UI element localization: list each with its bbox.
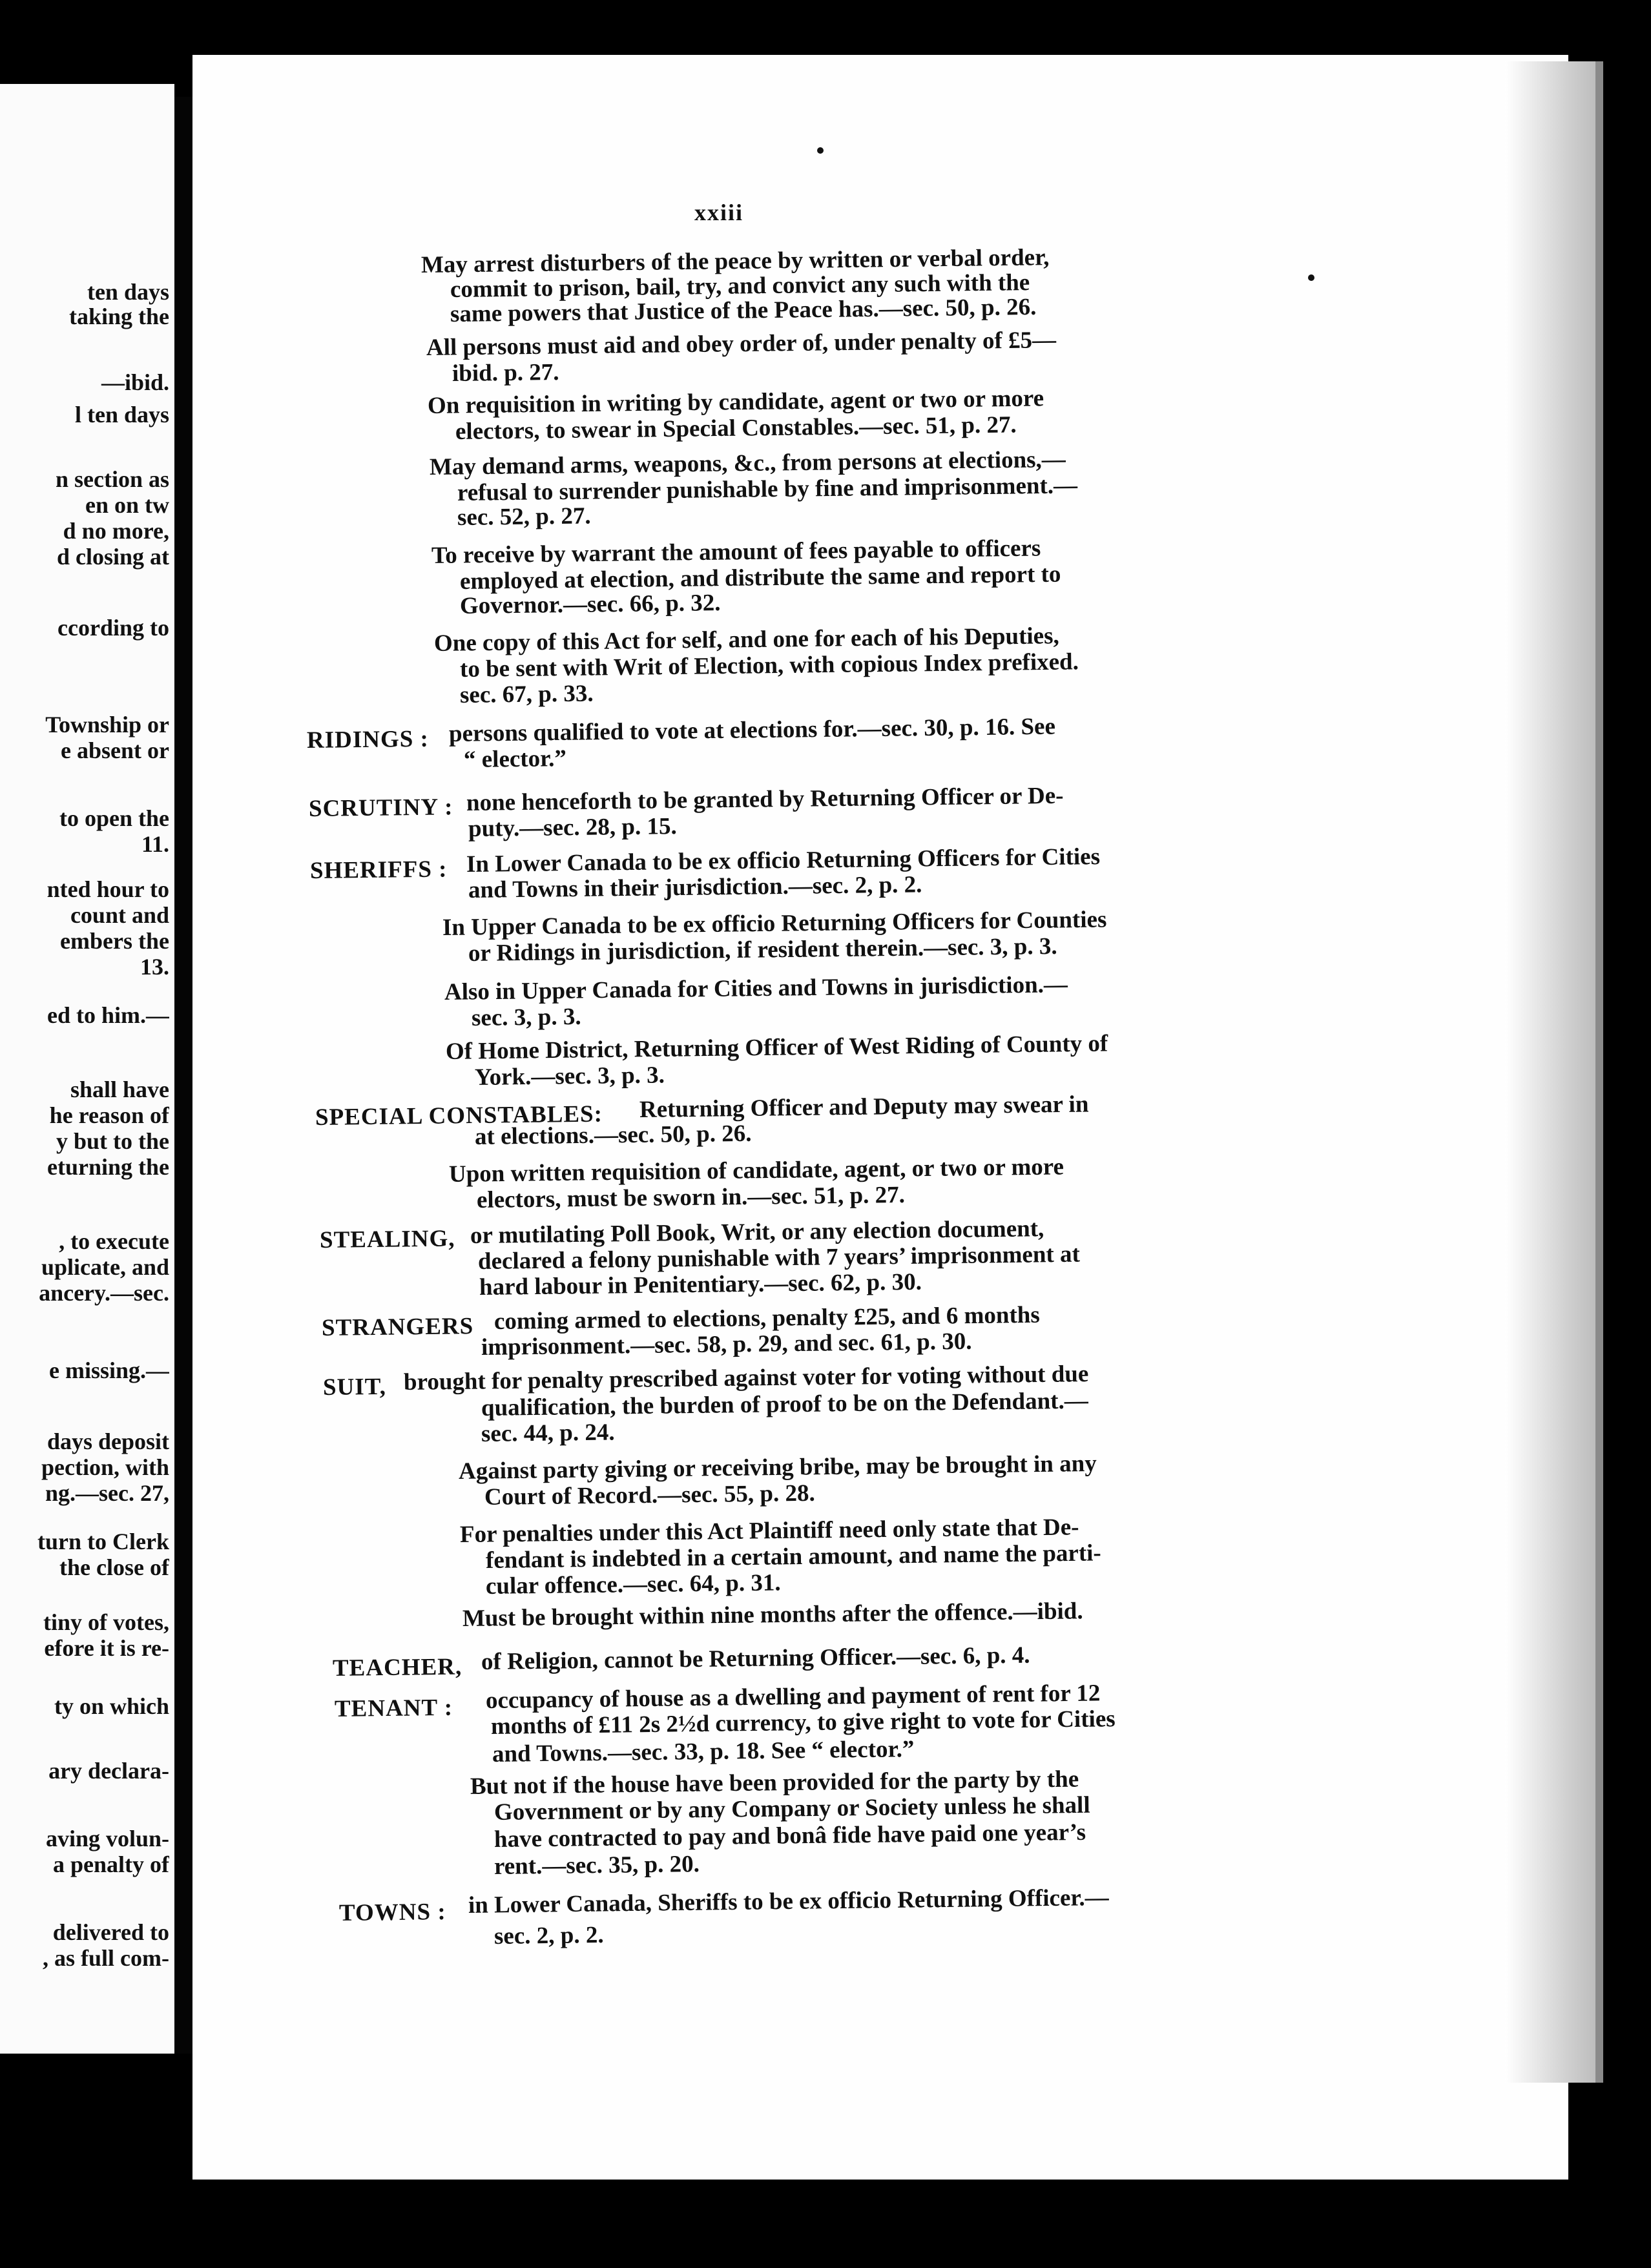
left-fragment: tiny of votes, <box>43 1609 169 1635</box>
left-fragment: ed to him.— <box>47 1002 169 1028</box>
entry-line: For penalties under this Act Plaintiff need only state that De- <box>459 1514 1079 1548</box>
entry-line: sec. 52, p. 27. <box>457 502 591 531</box>
speck-mark <box>817 147 824 154</box>
left-fragment: uplicate, and <box>41 1254 169 1280</box>
entry-line: commit to prison, bail, try, and convict any such with the <box>450 269 1030 303</box>
left-fragment: 11. <box>141 831 169 857</box>
left-fragment: ary declara- <box>48 1758 169 1784</box>
entry-line: occupancy of house as a dwelling and payment of rent for 12 <box>485 1680 1101 1714</box>
keyword-tenant: TENANT : <box>334 1694 453 1722</box>
entry-line: or Ridings in jurisdiction, if resident therein.—sec. 3, p. 3. <box>468 933 1057 967</box>
left-fragment: en on tw <box>85 492 169 518</box>
entry-line: same powers that Justice of the Peace has.—sec. 50, p. 26. <box>450 293 1037 327</box>
entry-line: York.—sec. 3, p. 3. <box>474 1062 665 1091</box>
speck-mark <box>1308 274 1314 281</box>
entry-line: Must be brought within nine months after the offence.—ibid. <box>462 1598 1083 1632</box>
left-fragment: , to execute <box>59 1228 169 1254</box>
left-fragment: aving volun- <box>45 1826 169 1851</box>
left-fragment: ten days <box>87 279 169 305</box>
entry-line: rent.—sec. 35, p. 20. <box>493 1851 700 1880</box>
left-fragment: pection, with <box>41 1454 169 1480</box>
entry-line: Against party giving or receiving bribe, may be brought in any <box>458 1450 1097 1485</box>
entry-line: refusal to surrender punishable by fine and imprisonment.— <box>457 472 1078 506</box>
left-fragment: ancery.—sec. <box>39 1280 169 1306</box>
left-fragment: d no more, <box>63 518 169 544</box>
entry-line: To receive by warrant the amount of fees payable to officers <box>431 535 1041 569</box>
entry-line: In Upper Canada to be ex officio Returning Officers for Counties <box>442 906 1107 941</box>
left-fragment: Township or <box>45 712 169 737</box>
entry-line: cular offence.—sec. 64, p. 31. <box>485 1569 781 1600</box>
left-fragment: l ten days <box>74 402 169 428</box>
left-fragment: e absent or <box>61 737 169 763</box>
entry-line: electors, must be sworn in.—sec. 51, p. 27. <box>476 1181 906 1213</box>
left-fragment: to open the <box>59 805 169 831</box>
entry-line: In Lower Canada to be ex officio Returning Officers for Cities <box>466 843 1101 878</box>
entry-line: to be sent with Writ of Election, with copious Index prefixed. <box>459 648 1079 683</box>
left-fragment: ccording to <box>57 615 169 641</box>
left-facing-page <box>0 84 174 2054</box>
entry-line: Court of Record.—sec. 55, p. 28. <box>484 1479 815 1510</box>
entry-line: Upon written requisition of candidate, agent, or two or more <box>448 1153 1064 1188</box>
entry-line: May demand arms, weapons, &c., from persons at elections,— <box>429 446 1066 480</box>
entry-line: months of £11 2s 2½d currency, to give right to vote for Cities <box>490 1706 1116 1740</box>
entry-line: at elections.—sec. 50, p. 26. <box>474 1120 752 1150</box>
entry-line: Also in Upper Canada for Cities and Towns in jurisdiction.— <box>444 971 1068 1005</box>
left-fragment: n section as <box>55 466 169 492</box>
entry-line: sec. 67, p. 33. <box>459 680 594 708</box>
entry-line: But not if the house have been provided for the party by the <box>470 1766 1079 1800</box>
left-fragment: turn to Clerk <box>37 1529 169 1554</box>
left-fragment: days deposit <box>47 1428 169 1454</box>
entry-line: and Towns.—sec. 33, p. 18. See “ elector.” <box>492 1736 915 1768</box>
keyword-suit: SUIT, <box>322 1373 387 1401</box>
entry-line: persons qualified to vote at elections for.—sec. 30, p. 16. See <box>448 713 1056 747</box>
keyword-teacher: TEACHER, <box>332 1653 462 1682</box>
entry-line: ibid. p. 27. <box>452 358 559 387</box>
left-fragment: nted hour to <box>47 876 169 902</box>
entry-line: of Religion, cannot be Returning Officer.—sec. 6, p. 4. <box>481 1642 1030 1675</box>
entry-line: declared a felony punishable with 7 years’ imprisonment at <box>477 1241 1081 1275</box>
keyword-stealing: STEALING, <box>319 1225 455 1253</box>
entry-line: sec. 2, p. 2. <box>493 1921 604 1950</box>
left-fragment: , as full com- <box>43 1945 169 1971</box>
entry-line: brought for penalty prescribed against voter for voting without due <box>403 1361 1089 1396</box>
entry-line: employed at election, and distribute the same and report to <box>459 561 1061 595</box>
left-fragment: delivered to <box>52 1919 169 1945</box>
entry-line: sec. 3, p. 3. <box>471 1003 581 1031</box>
entry-line: fendant is indebted in a certain amount, and name the parti- <box>485 1540 1101 1574</box>
book-gutter <box>174 97 192 2054</box>
entry-line: Governor.—sec. 66, p. 32. <box>459 590 721 619</box>
page-edge-shadow <box>1595 61 1603 2083</box>
left-fragment: embers the <box>60 928 169 954</box>
entry-line: coming armed to elections, penalty £25, and 6 months <box>493 1301 1041 1335</box>
entry-line: imprisonment.—sec. 58, p. 29, and sec. 61, p. 30. <box>481 1328 972 1361</box>
keyword-strangers: STRANGERS <box>321 1313 474 1341</box>
entry-line: none henceforth to be granted by Returning Officer or De- <box>466 782 1064 816</box>
entry-line: or mutilating Poll Book, Writ, or any election document, <box>470 1215 1044 1249</box>
left-fragment: d closing at <box>56 544 169 570</box>
entry-line: puty.—sec. 28, p. 15. <box>468 813 677 842</box>
entry-line: qualification, the burden of proof to be on the Defendant.— <box>481 1387 1088 1421</box>
entry-line: electors, to swear in Special Constables.—sec. 51, p. 27. <box>455 411 1017 445</box>
page-number: xxiii <box>694 200 744 225</box>
left-fragment: —ibid. <box>101 369 169 395</box>
entry-line: Returning Officer and Deputy may swear in <box>639 1091 1089 1123</box>
left-fragment: he reason of <box>49 1102 169 1128</box>
left-fragment: eturning the <box>47 1154 169 1180</box>
keyword-ridings: RIDINGS : <box>306 725 430 754</box>
entry-line: Government or by any Company or Society unless he shall <box>493 1791 1090 1826</box>
keyword-scrutiny: SCRUTINY : <box>308 794 453 822</box>
keyword-special-constables: SPECIAL CONSTABLES: <box>315 1100 603 1131</box>
left-fragment: efore it is re- <box>44 1635 169 1661</box>
keyword-sheriffs: SHERIFFS : <box>309 856 448 884</box>
entry-line: All persons must aid and obey order of, under penalty of £5— <box>426 327 1057 361</box>
entry-line: have contracted to pay and bonâ fide have paid one year’s <box>493 1819 1086 1853</box>
page-edge <box>1505 61 1595 2083</box>
left-fragment: count and <box>70 902 169 928</box>
left-fragment: shall have <box>70 1077 169 1102</box>
entry-line: May arrest disturbers of the peace by written or verbal order, <box>421 244 1050 278</box>
left-fragment: ty on which <box>54 1693 169 1719</box>
left-fragment: ng.—sec. 27, <box>45 1480 169 1506</box>
entry-line: and Towns in their jurisdiction.—sec. 2, p. 2. <box>468 871 922 903</box>
keyword-towns: TOWNS : <box>338 1898 446 1926</box>
left-fragment: taking the <box>68 304 169 329</box>
left-fragment: a penalty of <box>53 1851 169 1877</box>
entry-line: hard labour in Penitentiary.—sec. 62, p. 30. <box>479 1268 922 1301</box>
left-fragment: e missing.— <box>48 1357 169 1383</box>
entry-line: On requisition in writing by candidate, agent or two or more <box>427 385 1044 419</box>
left-fragment: y but to the <box>56 1128 169 1154</box>
entry-line: Of Home District, Returning Officer of West Riding of County of <box>445 1030 1108 1065</box>
entry-line: “ elector.” <box>463 745 567 773</box>
left-fragment: 13. <box>140 954 169 980</box>
entry-line: in Lower Canada, Sheriffs to be ex officio Returning Officer.— <box>468 1884 1109 1919</box>
entry-line: sec. 44, p. 24. <box>481 1419 615 1447</box>
entry-line: One copy of this Act for self, and one for each of his Deputies, <box>433 623 1059 657</box>
left-fragment: the close of <box>59 1554 169 1580</box>
